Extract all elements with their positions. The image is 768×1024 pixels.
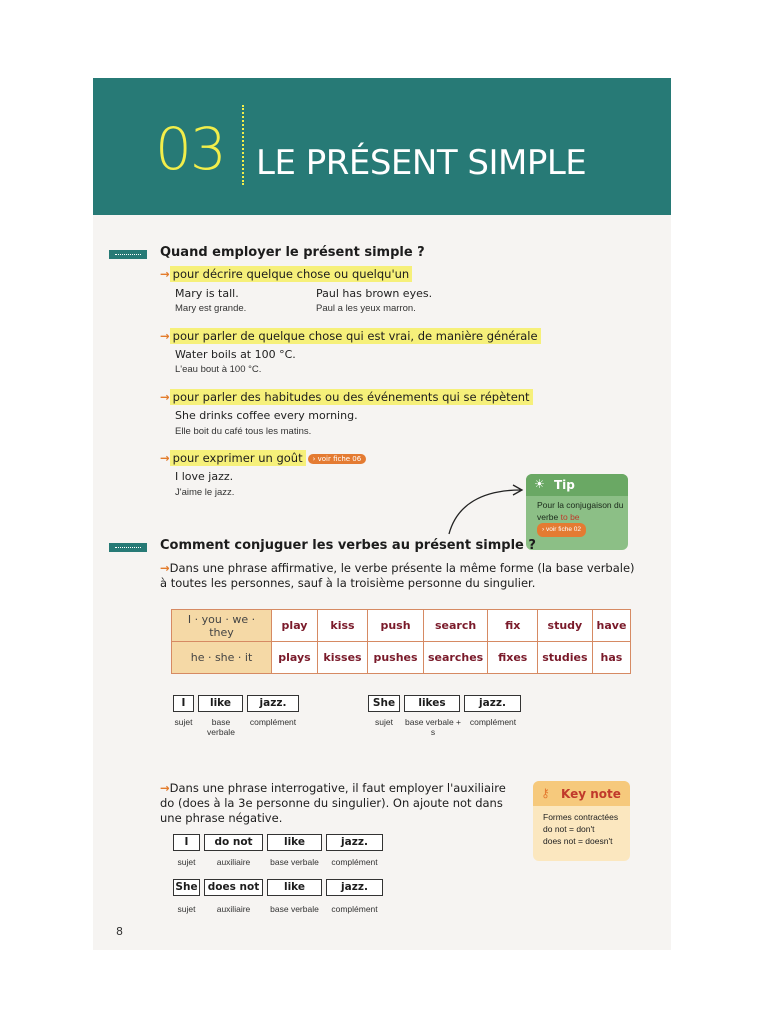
verb-cell: has xyxy=(592,642,631,674)
word-box: jazz. xyxy=(326,879,383,896)
word-box: like xyxy=(267,834,322,851)
word-label: base verbale + s xyxy=(405,717,461,737)
tip-title: Tip xyxy=(554,478,575,492)
pronoun-cell: he · she · it xyxy=(172,642,272,674)
word-label: base verbale xyxy=(270,904,319,914)
section-marker xyxy=(109,250,147,259)
use-heading: → pour décrire quelque chose ou quelqu'un xyxy=(160,267,412,281)
pointer-arrow-icon xyxy=(443,476,529,538)
word-box: likes xyxy=(404,695,460,712)
word-box: jazz. xyxy=(326,834,383,851)
verb-cell: study xyxy=(538,610,592,642)
see-sheet-badge[interactable]: › voir fiche 06 xyxy=(308,454,367,464)
word-label: sujet xyxy=(177,904,196,914)
example-en: Water boils at 100 °C. xyxy=(175,348,296,361)
word-box: I xyxy=(173,695,194,712)
verb-cell: kisses xyxy=(318,642,368,674)
verb-cell: fixes xyxy=(488,642,538,674)
arrow-icon: → xyxy=(160,561,170,575)
key-note-box: ⚷ Key note Formes contractées do not = don't does not = doesn't xyxy=(533,781,630,861)
verb-cell: plays xyxy=(272,642,318,674)
example-fr: Mary est grande. xyxy=(175,303,247,314)
chapter-number: 03 xyxy=(155,115,225,183)
table-row xyxy=(172,610,631,642)
word-label: complément xyxy=(249,717,297,727)
example-fr: J'aime le jazz. xyxy=(175,487,235,498)
use-heading: → pour parler des habitudes ou des événements qui se répètent xyxy=(160,390,533,404)
use-heading: → pour exprimer un goût › voir fiche 06 xyxy=(160,451,366,465)
word-label: sujet xyxy=(174,717,193,727)
word-box: like xyxy=(267,879,322,896)
arrow-icon: → xyxy=(160,781,170,795)
verb-cell: studies xyxy=(538,642,592,674)
rule-paragraph: →Dans une phrase interrogative, il faut employer l'auxiliaire do (does à la 3e personne du singulier). On ajoute not dans une phrase négative. xyxy=(160,781,506,825)
word-label: sujet xyxy=(177,857,196,867)
arrow-icon: → xyxy=(160,329,170,343)
example-en: She drinks coffee every morning. xyxy=(175,409,358,422)
word-label: complément xyxy=(331,857,378,867)
word-label: auxiliaire xyxy=(216,904,251,914)
chapter-header xyxy=(93,78,671,215)
lightbulb-icon: ☀ xyxy=(534,477,545,491)
pronoun-cell: I · you · we · they xyxy=(172,610,272,642)
tip-box: ☀ Tip Pour la conjugaison du verbe to be › voir fiche 02 xyxy=(526,474,628,550)
verb-cell: searches xyxy=(424,642,488,674)
example-fr: Elle boit du café tous les matins. xyxy=(175,426,312,437)
key-note-title: Key note xyxy=(561,787,621,801)
key-icon: ⚷ xyxy=(541,786,550,800)
use-heading: → pour parler de quelque chose qui est vrai, de manière générale xyxy=(160,329,541,343)
word-box: jazz. xyxy=(464,695,521,712)
word-box: do not xyxy=(204,834,263,851)
example-en: Mary is tall. xyxy=(175,287,239,300)
arrow-icon: → xyxy=(160,451,170,465)
word-box: does not xyxy=(204,879,263,896)
word-label: complément xyxy=(331,904,378,914)
arrow-icon: → xyxy=(160,390,170,404)
verb-cell: push xyxy=(368,610,424,642)
arrow-icon: → xyxy=(160,267,170,281)
example-fr: Paul a les yeux marron. xyxy=(316,303,416,314)
verb-cell: fix xyxy=(488,610,538,642)
verb-cell: play xyxy=(272,610,318,642)
word-label: base verbale xyxy=(270,857,319,867)
verb-cell: have xyxy=(592,610,631,642)
word-label: sujet xyxy=(375,717,393,727)
rule-paragraph: →Dans une phrase affirmative, le verbe présente la même forme (la base verbale) à toutes les personnes, sauf à la troisième personne du singulier. xyxy=(160,561,635,590)
word-box: jazz. xyxy=(247,695,299,712)
textbook-page xyxy=(93,78,671,950)
see-sheet-badge[interactable]: › voir fiche 02 xyxy=(537,523,586,537)
word-label: complément xyxy=(469,717,517,727)
example-fr: L'eau bout à 100 °C. xyxy=(175,364,262,375)
word-box: She xyxy=(173,879,200,896)
verb-cell: kiss xyxy=(318,610,368,642)
page-number: 8 xyxy=(116,925,123,938)
chapter-separator xyxy=(242,105,244,185)
word-box: I xyxy=(173,834,200,851)
section-title: Comment conjuguer les verbes au présent simple ? xyxy=(160,538,536,553)
word-box: like xyxy=(198,695,243,712)
word-label: auxiliaire xyxy=(216,857,251,867)
example-en: I love jazz. xyxy=(175,470,234,483)
verb-cell: pushes xyxy=(368,642,424,674)
section-title: Quand employer le présent simple ? xyxy=(160,245,425,260)
verb-cell: search xyxy=(424,610,488,642)
table-row xyxy=(172,642,631,674)
example-en: Paul has brown eyes. xyxy=(316,287,433,300)
conjugation-table xyxy=(171,609,631,674)
word-box: She xyxy=(368,695,400,712)
chapter-title: LE PRÉSENT SIMPLE xyxy=(256,143,587,183)
word-label: base verbale xyxy=(207,717,235,737)
section-marker xyxy=(109,543,147,552)
